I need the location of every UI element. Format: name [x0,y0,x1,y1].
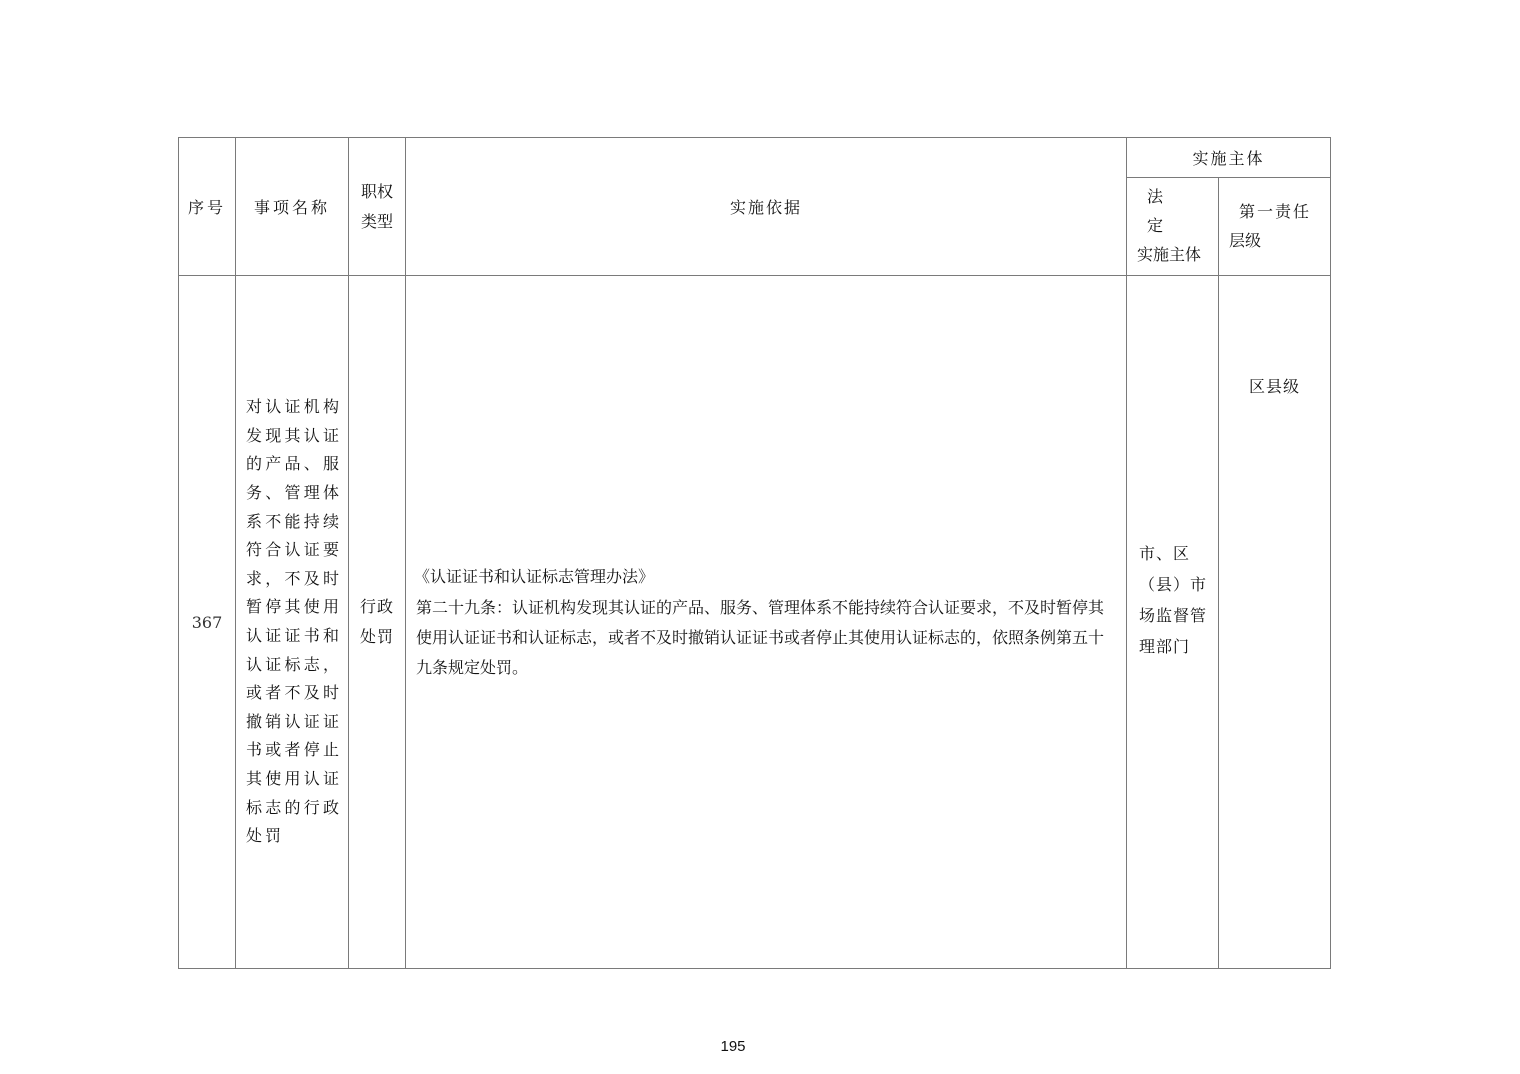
header-authority-type [349,138,406,276]
header-responsibility-level-line2: 层级 [1229,230,1262,250]
header-legal-subject [1127,178,1224,276]
header-legal-subject-line1: 法 定 [1147,187,1224,235]
header-authority-type-line1: 职权 [360,181,393,201]
responsibility-table [178,137,1331,969]
header-seq: 序号 [179,138,236,276]
header-basis: 实施依据 [406,138,1127,276]
header-item-name: 事项名称 [236,138,349,276]
header-authority-type-line2: 类型 [360,211,393,231]
row-legal-subject-text: 市、区（县）市场监督管理部门 [1139,544,1208,656]
row-basis [406,276,1127,969]
row-authority-type-line1: 行政 [359,597,394,616]
page-number: 195 [720,1038,746,1055]
row-basis-title: 《认证证书和认证标志管理办法》 [414,566,655,586]
row-item-name: 对认证机构发现其认证的产品、服务、管理体系不能持续符合认证要求，不及时暂停其使用认证证书和认证标志，或者不及时撤销认证证书或者停止其使用认证标志的行政处罚 [236,276,349,969]
table-row [179,276,1331,969]
row-responsibility-level-text: 区县级 [1249,377,1301,396]
header-responsibility-level [1219,178,1331,276]
header-implementing-subject: 实施主体 [1127,138,1331,178]
row-seq: 367 [179,276,236,969]
row-legal-subject [1127,276,1219,969]
header-responsibility-level-line1: 第一责任 [1239,201,1312,221]
header-legal-subject-line2: 实施主体 [1137,245,1202,264]
row-authority-type-line2: 处罚 [359,627,394,646]
header-row [179,138,1331,178]
row-authority-type [349,276,406,969]
row-responsibility-level [1219,276,1331,969]
row-basis-article: 第二十九条：认证机构发现其认证的产品、服务、管理体系不能持续符合认证要求，不及时暂停其使用认证证书和认证标志，或者不及时撤销认证证书或者停止其使用认证标志的，依照条例第五十九条规定处罚。 [416,597,1105,677]
